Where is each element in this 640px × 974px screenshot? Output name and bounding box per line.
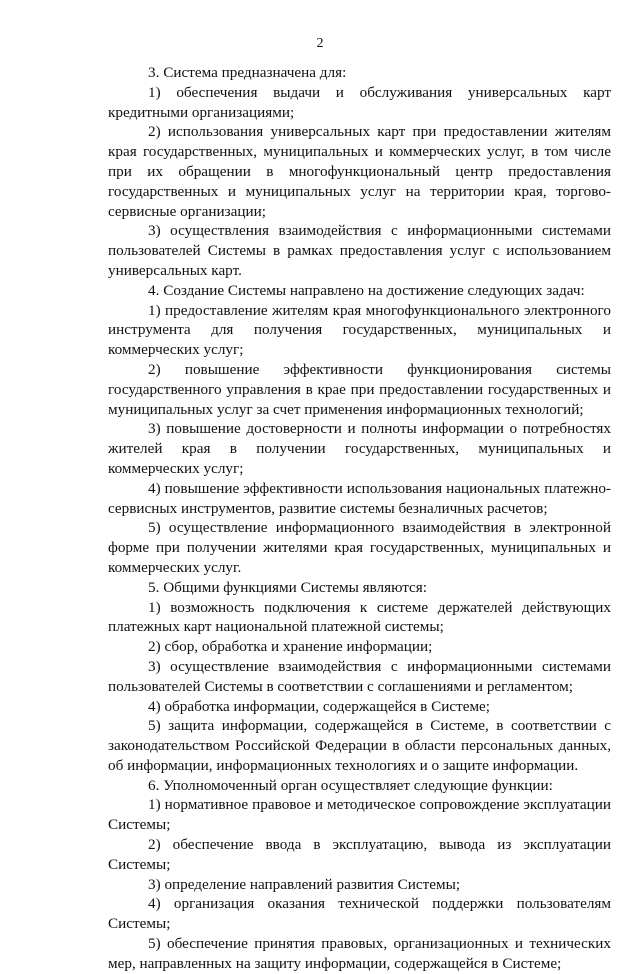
section-5-heading: 5. Общими функциями Системы являются: bbox=[148, 578, 428, 596]
section-6-item-3: 3) определение направлений развития Системы; bbox=[148, 875, 461, 893]
section-5-item-3: 3) осуществление взаимодействия с информационными системами пользователей Системы в соответствии с соглашениями и регламентом; bbox=[108, 657, 611, 695]
section-5-item-5: 5) защита информации, содержащейся в Системе, в соответствии с законодательством Российской Федерации в области персональных данных, об информации, информационных технологиях и о защите информации. bbox=[108, 717, 611, 774]
section-6-heading: 6. Уполномоченный орган осуществляет следующие функции: bbox=[148, 776, 553, 794]
section-3-item-1: 1) обеспечения выдачи и обслуживания универсальных карт кредитными организациями; bbox=[108, 83, 611, 121]
section-4-item-2: 2) повышение эффективности функционирования системы государственного управления в крае при предоставлении государственных и муниципальных услуг за счет применения информационных технологий; bbox=[108, 360, 611, 418]
section-3-item-3: 3) осуществления взаимодействия с информационными системами пользователей Системы в рамках предоставления услуг с использованием универсальных карт. bbox=[108, 222, 611, 279]
section-4-item-4: 4) повышение эффективности использования национальных платежно-сервисных инструментов, развитие системы безналичных расчетов; bbox=[108, 479, 611, 517]
section-5-item-4: 4) обработка информации, содержащейся в Системе; bbox=[148, 697, 491, 715]
section-5-item-1: 1) возможность подключения к системе держателей действующих платежных карт национальной платежной системы; bbox=[108, 598, 611, 636]
document-body bbox=[108, 63, 611, 974]
section-4-item-1: 1) предоставление жителям края многофункционального электронного инструмента для получения государственных, муниципальных и коммерческих услуг; bbox=[108, 301, 611, 359]
section-6-item-4: 4) организация оказания технической поддержки пользователям Системы; bbox=[108, 895, 611, 933]
section-4-item-3: 3) повышение достоверности и полноты информации о потребностях жителей края в получении государственных, муниципальных и коммерческих услуг; bbox=[108, 420, 611, 477]
section-6-item-2: 2) обеспечение ввода в эксплуатацию, вывода из эксплуатации Системы; bbox=[108, 836, 611, 873]
section-6-item-5: 5) обеспечение принятия правовых, организационных и технических мер, направленных на защиту информации, содержащейся в Системе; bbox=[108, 935, 611, 972]
section-5-item-2: 2) сбор, обработка и хранение информации; bbox=[148, 638, 433, 656]
section-4-item-5: 5) осуществление информационного взаимодействия в электронной форме при получении жителями края государственных, муниципальных и коммерческих услуг. bbox=[108, 519, 611, 576]
section-3-heading: 3. Система предназначена для: bbox=[148, 64, 347, 81]
section-4-heading: 4. Создание Системы направлено на достижение следующих задач: bbox=[148, 281, 585, 299]
section-3-item-2: 2) использования универсальных карт при предоставлении жителям края государственных, муниципальных и коммерческих услуг, в том числе при их обращении в многофункциональный центр предоставления государственных и муниципальных услуг на территории края, торгово-сервисные организации; bbox=[108, 123, 611, 220]
section-6-item-1: 1) нормативное правовое и методическое сопровождение эксплуатации Системы; bbox=[108, 796, 611, 834]
page-number: 2 bbox=[316, 36, 324, 51]
